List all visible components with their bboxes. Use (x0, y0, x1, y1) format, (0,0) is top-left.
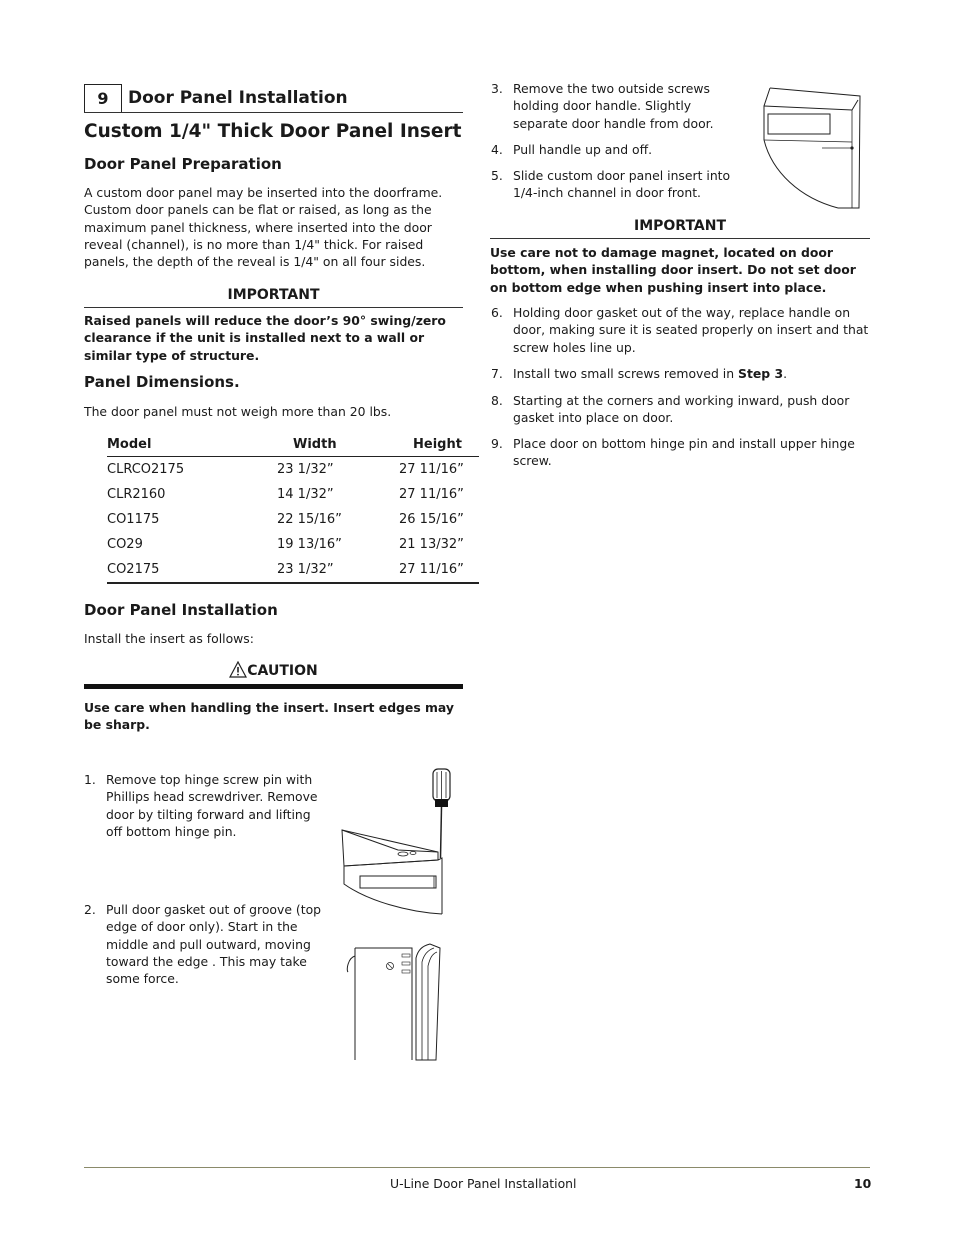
caution-rule (84, 684, 463, 689)
cell-model: CLR2160 (107, 487, 166, 502)
section-title: Door Panel Installation (128, 88, 348, 108)
dimensions-table (107, 432, 479, 584)
step-text-part: . (783, 366, 788, 381)
table-header-row (107, 432, 479, 457)
column-header-model: Model (107, 432, 277, 457)
step-number: 1. (84, 772, 96, 787)
step-text: Slide custom door panel insert into 1/4-inch channel in door front. (513, 168, 731, 201)
cell-width: 23 1/32” (277, 562, 334, 577)
cell-model: CO2175 (107, 562, 160, 577)
preparation-heading: Door Panel Preparation (84, 155, 282, 173)
cell-width: 14 1/32” (277, 487, 334, 502)
section-number: 9 (97, 89, 109, 108)
cell-height: 27 11/16” (399, 562, 464, 577)
important-rule-2 (490, 238, 870, 239)
step-number: 2. (84, 902, 96, 917)
cell-model: CO1175 (107, 512, 160, 527)
step-text: Pull door gasket out of groove (top edge of door only). Start in the middle and pull outward, moving toward the edge . This may take some force. (106, 902, 322, 987)
dimensions-intro: The door panel must not weigh more than 20 lbs. (84, 404, 392, 419)
table-row (107, 507, 479, 532)
section-number-box (84, 84, 122, 113)
step-text: Place door on bottom hinge pin and install upper hinge screw. (513, 436, 855, 469)
screwdriver-door-illustration (338, 766, 460, 918)
footer-rule (84, 1167, 870, 1168)
step-text: Remove the two outside screws holding door handle. Slightly separate door handle from door. (513, 81, 714, 131)
important-title-2: IMPORTANT (633, 218, 727, 234)
important-title: IMPORTANT (227, 287, 320, 303)
step-number: 6. (491, 305, 503, 320)
step-number: 3. (491, 81, 503, 96)
step-number: 8. (491, 393, 503, 408)
important-text: Raised panels will reduce the door’s 90° swing/zero clearance if the unit is installed next to a wall or similar type of structure. (84, 313, 446, 363)
step-number: 9. (491, 436, 503, 451)
preparation-body: A custom door panel may be inserted into the doorframe. Custom door panels can be flat or raised, as long as the maximum panel thickness, where inserted into the door reveal (channel), is no more than 1/4" thick. For raised panels, the depth of the reveal is 1/4" on all four sides. (84, 185, 443, 270)
step-text: Starting at the corners and working inward, push door gasket into place on door. (513, 393, 850, 426)
installation-heading: Door Panel Installation (84, 601, 278, 619)
page-title: Custom 1/4" Thick Door Panel Insert (84, 121, 462, 142)
step-number: 7. (491, 366, 503, 381)
dimensions-table-wrap (107, 432, 479, 584)
page-number: 10 (854, 1176, 872, 1191)
important-rule (84, 307, 463, 308)
important-text-2: Use care not to damage magnet, located on door bottom, when installing door insert. Do not set door on bottom edge when pushing insert into place. (490, 245, 856, 295)
step-text-part: Install two small screws removed in (513, 366, 739, 381)
cell-width: 23 1/32” (277, 462, 334, 477)
step-number: 4. (491, 142, 503, 157)
step-text: Remove top hinge screw pin with Phillips head screwdriver. Remove door by tilting forward and lifting off bottom hinge pin. (106, 772, 318, 839)
table-row (107, 557, 479, 583)
gasket-illustration (344, 936, 450, 1062)
cell-height: 26 15/16” (399, 512, 464, 527)
dimensions-heading: Panel Dimensions. (84, 373, 240, 391)
step-number: 5. (491, 168, 503, 183)
caution-title: CAUTION (247, 663, 318, 679)
cell-height: 27 11/16” (399, 487, 464, 502)
installation-intro: Install the insert as follows: (84, 631, 254, 646)
step-text (513, 365, 871, 382)
cell-model: CLRCO2175 (107, 462, 185, 477)
step-text: Holding door gasket out of the way, replace handle on door, making sure it is seated properly on insert and that screw holes line up. (513, 305, 869, 355)
section-rule (84, 112, 463, 113)
caution-text: Use care when handling the insert. Insert edges may be sharp. (84, 700, 454, 733)
cell-height: 27 11/16” (399, 462, 464, 477)
step-text: Pull handle up and off. (513, 142, 653, 157)
table-row (107, 457, 479, 483)
step-reference: Step 3 (738, 366, 784, 381)
cell-width: 22 15/16” (277, 512, 342, 527)
warning-triangle-icon (229, 661, 247, 682)
footer-title: U-Line Door Panel Installationl (390, 1176, 577, 1191)
cell-width: 19 13/16” (277, 537, 342, 552)
column-header-height: Height (393, 432, 479, 457)
table-row (107, 482, 479, 507)
cell-height: 21 13/32” (399, 537, 464, 552)
door-handle-illustration (760, 86, 864, 212)
cell-model: CO29 (107, 537, 143, 552)
caution-header (84, 661, 463, 682)
table-row (107, 532, 479, 557)
column-header-width: Width (277, 432, 393, 457)
